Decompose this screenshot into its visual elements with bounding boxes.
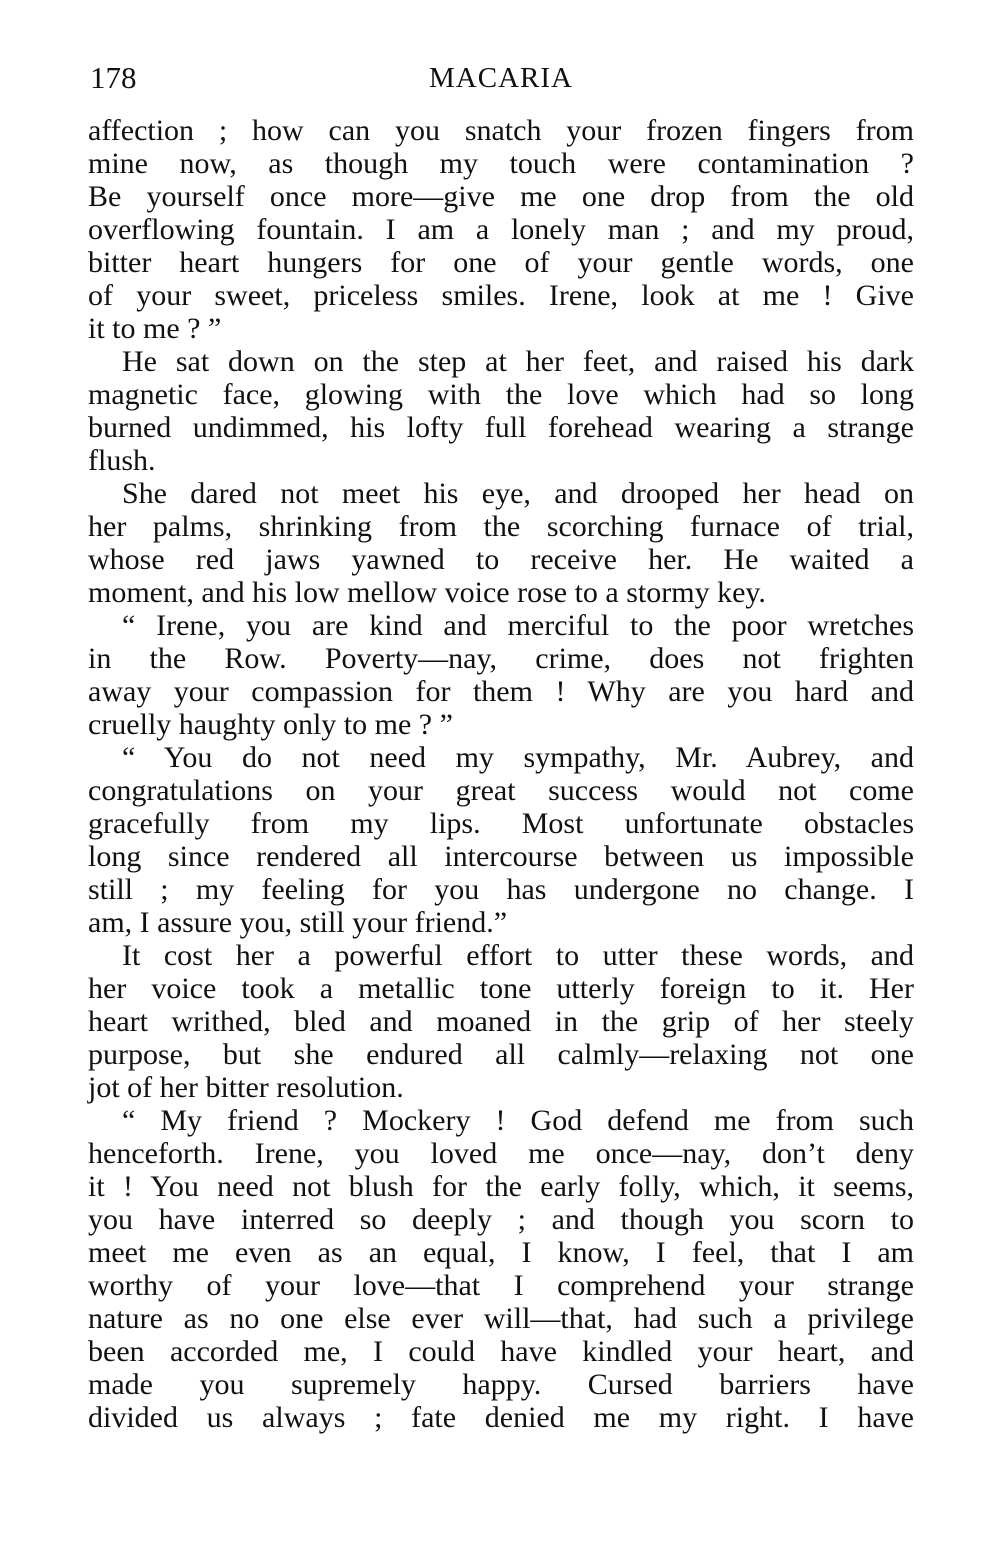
text-line: magnetic face, glowing with the love which had so long bbox=[88, 378, 914, 411]
text-line: He sat down on the step at her feet, and raised his dark bbox=[122, 345, 914, 378]
text-line: cruelly haughty only to me ? ” bbox=[88, 708, 453, 741]
text-line: burned undimmed, his lofty full forehead wearing a strange bbox=[88, 411, 914, 444]
text-line: nature as no one else ever will—that, had such a privilege bbox=[88, 1302, 914, 1335]
text-line: She dared not meet his eye, and drooped her head on bbox=[122, 477, 914, 510]
text-line: “ Irene, you are kind and merciful to the poor wretches bbox=[122, 609, 914, 642]
text-line: you have interred so deeply ; and though you scorn to bbox=[88, 1203, 914, 1236]
text-line: meet me even as an equal, I know, I feel, that I am bbox=[88, 1236, 914, 1269]
page-header bbox=[90, 58, 912, 98]
text-line: moment, and his low mellow voice rose to a stormy key. bbox=[88, 576, 766, 609]
body-text bbox=[88, 114, 914, 1434]
text-line: congratulations on your great success would not come bbox=[88, 774, 914, 807]
text-line: it ! You need not blush for the early folly, which, it seems, bbox=[88, 1170, 914, 1203]
text-line: it to me ? ” bbox=[88, 312, 222, 345]
text-line: in the Row. Poverty—nay, crime, does not frighten bbox=[88, 642, 914, 675]
text-line: am, I assure you, still your friend.” bbox=[88, 906, 508, 939]
text-line: jot of her bitter resolution. bbox=[88, 1071, 404, 1104]
text-line: mine now, as though my touch were contamination ? bbox=[88, 147, 914, 180]
text-line: still ; my feeling for you has undergone no change. I bbox=[88, 873, 914, 906]
text-line: her palms, shrinking from the scorching furnace of trial, bbox=[88, 510, 914, 543]
text-line: It cost her a powerful effort to utter these words, and bbox=[122, 939, 914, 972]
text-line: away your compassion for them ! Why are you hard and bbox=[88, 675, 914, 708]
text-line: been accorded me, I could have kindled your heart, and bbox=[88, 1335, 914, 1368]
text-line: overflowing fountain. I am a lonely man ; and my proud, bbox=[88, 213, 914, 246]
text-line: Be yourself once more—give me one drop from the old bbox=[88, 180, 914, 213]
text-line: henceforth. Irene, you loved me once—nay, don’t deny bbox=[88, 1137, 914, 1170]
text-line: affection ; how can you snatch your frozen fingers from bbox=[88, 114, 914, 147]
text-line: divided us always ; fate denied me my right. I have bbox=[88, 1401, 914, 1434]
page-number: 178 bbox=[90, 60, 137, 95]
text-line: gracefully from my lips. Most unfortunate obstacles bbox=[88, 807, 914, 840]
text-line: whose red jaws yawned to receive her. He waited a bbox=[88, 543, 914, 576]
text-line: made you supremely happy. Cursed barriers have bbox=[88, 1368, 914, 1401]
text-line: “ You do not need my sympathy, Mr. Aubrey, and bbox=[122, 741, 914, 774]
text-line: “ My friend ? Mockery ! God defend me from such bbox=[122, 1104, 914, 1137]
text-line: worthy of your love—that I comprehend your strange bbox=[88, 1269, 914, 1302]
text-line: bitter heart hungers for one of your gentle words, one bbox=[88, 246, 914, 279]
text-line: purpose, but she endured all calmly—relaxing not one bbox=[88, 1038, 914, 1071]
text-line: flush. bbox=[88, 444, 156, 477]
text-line: her voice took a metallic tone utterly foreign to it. Her bbox=[88, 972, 914, 1005]
text-line: of your sweet, priceless smiles. Irene, look at me ! Give bbox=[88, 279, 914, 312]
text-line: long since rendered all intercourse between us impossible bbox=[88, 840, 914, 873]
text-line: heart writhed, bled and moaned in the grip of her steely bbox=[88, 1005, 914, 1038]
running-title: MACARIA bbox=[429, 62, 573, 94]
